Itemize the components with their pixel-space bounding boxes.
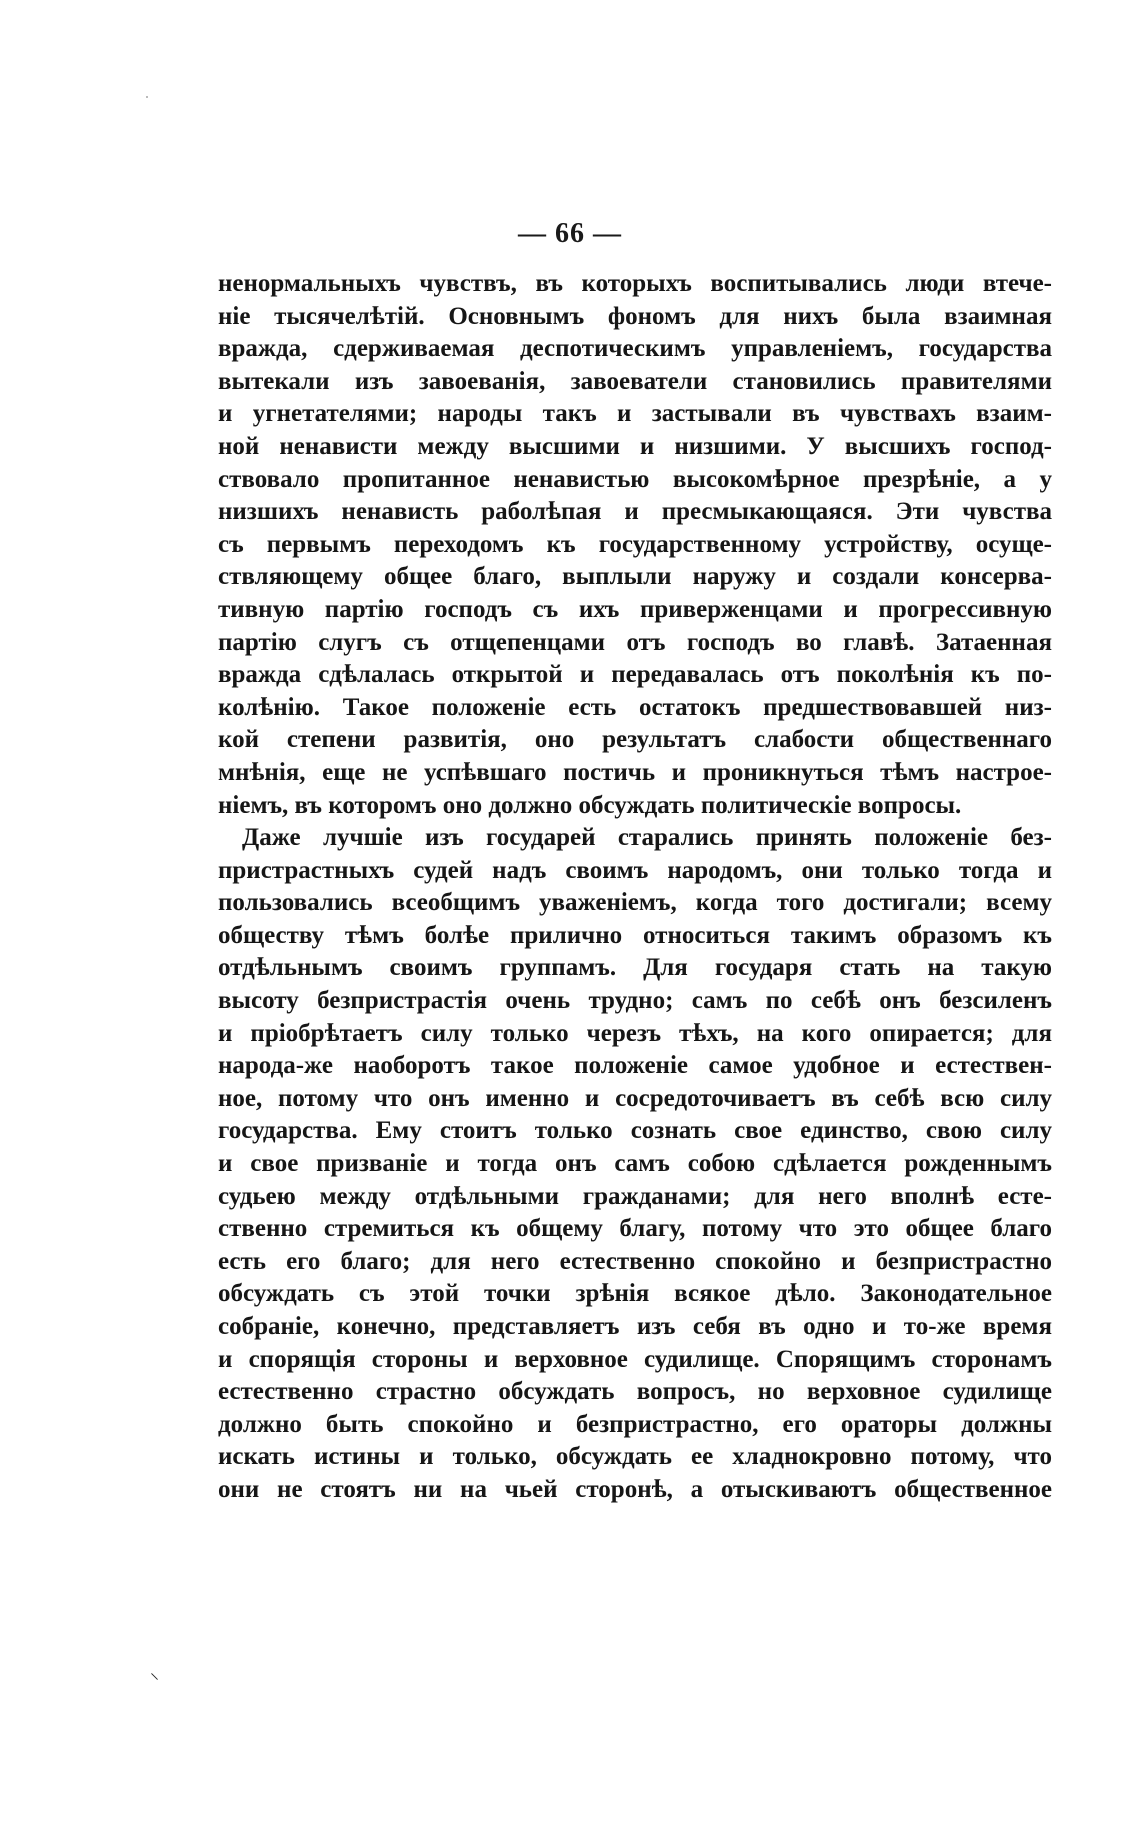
text-line: судьею между отдѣльными гражданами; для него вполнѣ есте- [218, 1182, 1052, 1210]
text-line: и угнетателями; народы такъ и застывали въ чувствахъ взаим- [218, 400, 1052, 428]
text-line: ніе тысячелѣтій. Основнымъ фономъ для нихъ была взаимная [218, 302, 1052, 330]
text-line: отдѣльнымъ своимъ группамъ. Для государя стать на такую [218, 954, 1052, 982]
text-line: низшихъ ненависть раболѣпая и пресмыкающаяся. Эти чувства [218, 498, 1052, 526]
text-line: должно быть спокойно и безпристрастно, его ораторы должны [218, 1410, 1052, 1438]
paragraph-1 [218, 268, 1052, 822]
text-line: и свое призваніе и тогда онъ самъ собою сдѣлается рожденнымъ [218, 1150, 1052, 1178]
text-line: и пріобрѣтаетъ силу только черезъ тѣхъ, на кого опирается; для [218, 1019, 1052, 1047]
text-line: собраніе, конечно, представляетъ изъ себя въ одно и то-же время [218, 1313, 1052, 1340]
text-line: ное, потому что онъ именно и сосредоточиваетъ въ себѣ всю силу [218, 1084, 1052, 1112]
body-text [218, 268, 1052, 1507]
text-line: ніемъ, въ которомъ оно должно обсуждать политическіе вопросы. [218, 791, 962, 819]
text-line: кой степени развитія, оно результатъ слабости общественнаго [218, 726, 1052, 754]
text-line: искать истины и только, обсуждать ее хладнокровно потому, что [218, 1443, 1052, 1471]
text-line: вражда сдѣлалась открытой и передавалась отъ поколѣнія къ по- [218, 661, 1052, 689]
text-line: Даже лучшіе изъ государей старались принять положеніе без- [242, 824, 1052, 852]
text-line: народа-же наоборотъ такое положеніе самое удобное и естествен- [218, 1052, 1052, 1080]
text-line: съ первымъ переходомъ къ государственному устройству, осуще- [218, 530, 1052, 558]
text-line: они не стоятъ ни на чьей сторонѣ, а отыскиваютъ общественное [218, 1475, 1052, 1503]
paragraph-2 [218, 822, 1052, 1506]
text-line: ненормальныхъ чувствъ, въ которыхъ воспитывались люди втече- [218, 270, 1052, 297]
text-line: тивную партію господъ съ ихъ приверженцами и прогрессивную [218, 595, 1052, 623]
text-line: ствовало пропитанное ненавистью высокомѣрное презрѣніе, а у [218, 465, 1052, 493]
text-line: ной ненависти между высшими и низшими. У высшихъ господ- [218, 432, 1052, 460]
scan-speck [146, 96, 148, 98]
text-line: мнѣнія, еще не успѣвшаго постичь и проникнуться тѣмъ настрое- [218, 758, 1052, 786]
text-line: обсуждать съ этой точки зрѣнія всякое дѣло. Законодательное [218, 1280, 1052, 1308]
text-line: вражда, сдерживаемая деспотическимъ управленіемъ, государства [218, 335, 1052, 363]
text-line: колѣнію. Такое положеніе есть остатокъ предшествовавшей низ- [218, 693, 1052, 721]
text-line: есть его благо; для него естественно спокойно и безпристрастно [218, 1247, 1052, 1275]
text-line: вытекали изъ завоеванія, завоеватели становились правителями [218, 367, 1052, 395]
text-line: и спорящія стороны и верховное судилище. Спорящимъ сторонамъ [218, 1345, 1052, 1373]
text-line: партію слугъ съ отщепенцами отъ господъ во главѣ. Затаенная [218, 628, 1052, 656]
text-line: пользовались всеобщимъ уваженіемъ, когда того достигали; всему [218, 889, 1052, 917]
scan-artifact-mark: ⸌ [150, 1670, 159, 1691]
text-line: обществу тѣмъ болѣе прилично относиться такимъ образомъ къ [218, 921, 1052, 949]
text-line: государства. Ему стоитъ только сознать свое единство, свою силу [218, 1117, 1052, 1145]
text-line: ственно стремиться къ общему благу, потому что это общее благо [218, 1215, 1052, 1243]
text-line: высоту безпристрастія очень трудно; самъ по себѣ онъ безсиленъ [218, 987, 1052, 1015]
page-number: — 66 — [518, 218, 622, 249]
text-line: пристрастныхъ судей надъ своимъ народомъ, они только тогда и [218, 856, 1052, 884]
text-line: естественно страстно обсуждать вопросъ, но верховное судилище [218, 1378, 1052, 1406]
text-line: ствляющему общее благо, выплыли наружу и создали консерва- [218, 563, 1052, 591]
